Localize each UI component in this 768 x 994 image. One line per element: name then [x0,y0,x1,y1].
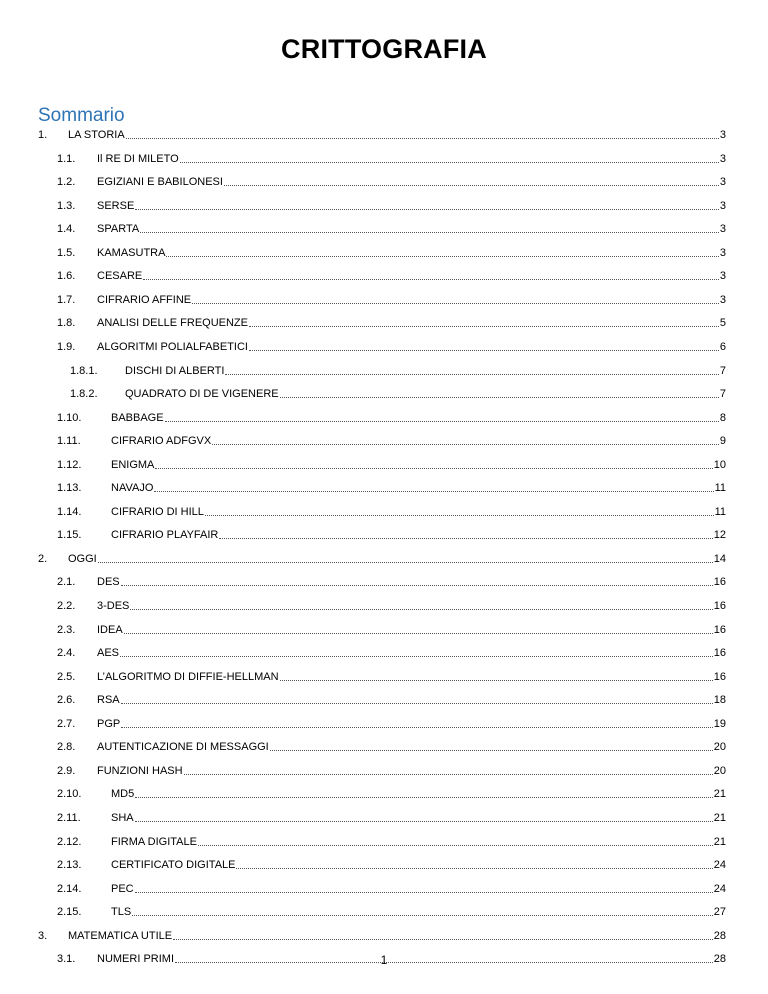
toc-entry[interactable] [57,736,726,754]
toc-dot-leader [154,490,713,492]
toc-dot-leader [121,702,713,704]
toc-entry-page: 16 [713,647,726,660]
toc-entry[interactable] [57,666,726,684]
toc-entry[interactable] [57,619,726,637]
toc-entry-number: 1.8.2. [70,388,98,401]
toc-entry-number: 2.10. [57,788,82,801]
toc-entry-title: ENIGMA [111,458,155,471]
toc-entry-page: 21 [713,835,726,848]
toc-entry-page: 3 [719,223,726,236]
toc-entry[interactable] [57,807,726,825]
toc-entry-number: 1.8. [57,317,76,330]
toc-entry-page: 6 [719,340,726,353]
toc-entry-page: 7 [719,388,726,401]
toc-entry[interactable] [38,548,726,566]
toc-entry-number: 2.3. [57,623,76,636]
toc-entry[interactable] [57,336,726,354]
toc-entry[interactable] [57,171,726,189]
toc-entry[interactable] [38,124,726,142]
toc-entry[interactable] [57,148,726,166]
toc-dot-leader [166,255,718,257]
toc-entry-title: QUADRATO DI DE VIGENERE [125,388,279,401]
toc-entry-number: 2.11. [57,811,81,824]
toc-dot-leader [130,608,712,610]
toc-entry[interactable] [57,289,726,307]
toc-entry-title: L’ALGORITMO DI DIFFIE-HELLMAN [97,670,279,683]
toc-entry[interactable] [57,854,726,872]
toc-entry-title: PGP [97,717,121,730]
toc-dot-leader [135,208,719,210]
toc-entry[interactable] [57,689,726,707]
toc-dot-leader [249,325,719,327]
toc-entry-title: 3-DES [97,600,130,612]
toc-entry[interactable] [57,595,726,613]
toc-dot-leader [155,467,712,469]
toc-entry-page: 19 [713,717,726,730]
toc-entry-number: 1.9. [57,340,76,353]
toc-entry-title: CERTIFICATO DIGITALE [111,859,236,872]
toc-entry-number: 1.10. [57,411,82,424]
toc-entry-number: 1.1. [57,152,76,165]
toc-entry-page: 24 [713,859,726,872]
toc-entry-number: 1.15. [57,529,82,542]
toc-entry-number: 2. [38,552,48,565]
toc-entry-title: RSA [97,694,120,707]
toc-dot-leader [224,184,719,186]
toc-entry-number: 3.1. [57,953,76,966]
toc-entry-number: 2.12. [57,835,82,848]
toc-entry[interactable] [57,642,726,660]
toc-entry-page: 8 [719,411,726,424]
toc-entry-title: CIFRARIO DI HILL [111,505,204,518]
toc-entry-number: 1.4. [57,223,76,236]
toc-entry-number: 2.6. [57,694,76,707]
toc-entry[interactable] [57,760,726,778]
toc-entry-page: 3 [719,199,726,212]
toc-entry-page: 14 [713,552,726,565]
toc-entry-page: 3 [719,129,726,141]
toc-entry-title: EGIZIANI E BABILONESI [97,176,223,189]
toc-entry-title: SHA [111,811,134,824]
toc-dot-leader [121,726,713,728]
document-title: CRITTOGRAFIA [281,34,487,64]
toc-entry[interactable] [57,901,726,919]
toc-entry-page: 18 [713,694,726,707]
toc-dot-leader [219,537,712,539]
toc-entry-number: 1.11. [57,435,81,448]
toc-entry[interactable] [57,430,726,448]
toc-dot-leader [192,302,719,304]
toc-dot-leader [173,938,713,940]
toc-entry-title: ANALISI DELLE FREQUENZE [97,317,248,330]
toc-entry[interactable] [57,571,726,589]
toc-entry-title: LA STORIA [68,129,125,141]
toc-entry-page: 3 [719,293,726,306]
toc-entry-title: DES [97,576,120,589]
toc-entry[interactable] [57,878,726,896]
toc-entry-number: 1.2. [57,176,76,189]
toc-entry-page: 3 [719,176,726,189]
toc-entry[interactable] [38,925,726,943]
toc-entry-number: 1.13. [57,482,82,495]
toc-entry-title: Il RE DI MILETO [97,152,179,165]
toc-entry-page: 12 [713,529,726,542]
toc-entry-title: SPARTA [97,223,140,236]
toc-entry-page: 16 [713,623,726,636]
toc-entry-page: 20 [713,764,726,777]
toc-dot-leader [236,867,712,869]
toc-entry[interactable] [57,501,726,519]
toc-entry[interactable] [57,713,726,731]
toc-dot-leader [249,349,719,351]
toc-entry[interactable] [57,265,726,283]
toc-dot-leader [132,914,713,916]
toc-entry[interactable] [57,195,726,213]
toc-entry[interactable] [70,383,726,401]
toc-dot-leader [135,891,713,893]
toc-entry-number: 1.6. [57,270,76,283]
toc-entry[interactable] [57,831,726,849]
toc-entry[interactable] [70,360,726,378]
toc-entry-page: 3 [719,152,726,165]
toc-entry[interactable] [57,454,726,472]
toc-dot-leader [280,679,713,681]
toc-entry-page: 7 [719,364,726,377]
toc-entry-title: CIFRARIO PLAYFAIR [111,529,219,542]
toc-entry-page: 16 [713,576,726,589]
toc-entry-title: BABBAGE [111,411,164,424]
toc-entry-title: FUNZIONI HASH [97,764,183,777]
toc-entry[interactable] [57,477,726,495]
toc-entry-title: MD5 [111,788,135,801]
toc-dot-leader [126,137,719,139]
toc-entry-number: 2.5. [57,670,76,683]
toc-entry-number: 2.13. [57,859,82,872]
toc-entry-number: 1.5. [57,246,76,259]
toc-dot-leader [124,632,713,634]
toc-entry-page: 28 [713,929,726,942]
toc-entry-number: 1.3. [57,199,76,212]
toc-entry-page: 16 [713,670,726,683]
toc-entry-title: KAMASUTRA [97,246,166,259]
toc-entry-title: CIFRARIO AFFINE [97,293,192,306]
toc-entry-number: 2.1. [57,576,76,589]
toc-entry-number: 2.14. [57,882,82,895]
toc-dot-leader [225,373,718,375]
toc-entry-page: 27 [713,906,726,919]
toc-entry-page: 5 [719,317,726,330]
toc-entry-page: 9 [719,435,726,448]
toc-entry-page: 3 [719,270,726,283]
toc-entry-number: 3. [38,929,48,942]
toc-dot-leader [280,396,719,398]
toc-entry-page: 16 [713,600,726,612]
toc-entry-title: AUTENTICAZIONE DI MESSAGGI [97,741,269,754]
toc-entry-number: 2.15. [57,906,82,919]
toc-dot-leader [184,773,713,775]
toc-entry-page: 3 [719,246,726,259]
toc-entry-title: PEC [111,882,134,895]
toc-dot-leader [121,584,713,586]
toc-entry-title: CIFRARIO ADFGVX [111,435,212,448]
toc-entry-title: OGGI [68,552,97,565]
toc-entry-number: 1.7. [57,293,76,306]
page-number: 1 [380,953,388,967]
toc-dot-leader [140,231,719,233]
toc-entry-number: 2.8. [57,741,76,754]
toc-entry-title: NUMERI PRIMI [97,953,174,966]
toc-entry-title: SERSE [97,199,135,212]
toc-entry-number: 1.12. [57,458,82,471]
toc-entry[interactable] [57,783,726,801]
toc-entry[interactable] [57,312,726,330]
toc-entry-number: 2.9. [57,764,76,777]
toc-entry-page: 28 [713,953,726,966]
toc-entry-number: 1.14. [57,505,82,518]
toc-entry-page: 10 [713,458,726,471]
toc-entry-number: 2.7. [57,717,76,730]
toc-dot-leader [135,820,713,822]
toc-entry-title: NAVAJO [111,482,154,495]
toc-dot-leader [270,749,713,751]
toc-dot-leader [165,420,719,422]
toc-entry[interactable] [57,524,726,542]
toc-entry[interactable] [57,242,726,260]
toc-entry-title: TLS [111,906,132,919]
toc-entry[interactable] [57,218,726,236]
toc-entry-page: 21 [713,788,726,801]
toc-dot-leader [120,655,713,657]
toc-dot-leader [198,844,713,846]
toc-dot-leader [212,443,719,445]
toc-entry-page: 24 [713,882,726,895]
toc-entry-title: ALGORITMI POLIALFABETICI [97,340,248,353]
toc-dot-leader [180,161,719,163]
toc-heading: Sommario [38,105,125,126]
toc-entry-title: MATEMATICA UTILE [68,929,173,942]
toc-entry-number: 2.2. [57,600,76,612]
toc-dot-leader [205,514,714,516]
toc-entry-title: FIRMA DIGITALE [111,835,197,848]
toc-entry-number: 1.8.1. [70,364,98,377]
toc-entry-page: 11 [714,482,726,495]
toc-entry-title: CESARE [97,270,143,283]
toc-dot-leader [98,561,713,563]
toc-dot-leader [135,796,713,798]
toc-dot-leader [143,278,719,280]
toc-entry-page: 11 [714,505,726,518]
toc-entry-title: DISCHI DI ALBERTI [125,364,225,377]
toc-entry-number: 2.4. [57,647,76,660]
toc-entry-title: IDEA [97,623,123,636]
toc-entry[interactable] [57,407,726,425]
toc-entry-page: 21 [713,811,726,824]
toc-entry-title: AES [97,647,120,660]
toc-entry-page: 20 [713,741,726,754]
toc-entry-number: 1. [38,129,48,141]
